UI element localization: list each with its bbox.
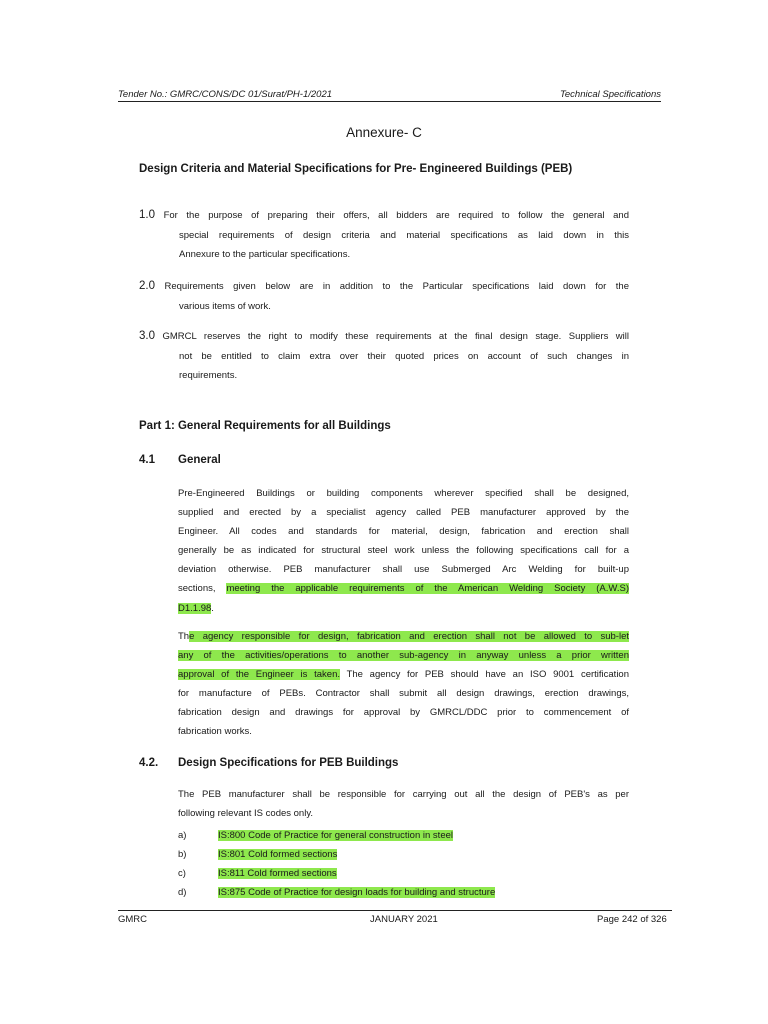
section-heading-4-2	[139, 757, 398, 769]
page-header	[118, 89, 661, 101]
design-spec-paragraph	[178, 785, 629, 823]
intro-text-line: Requirements given below are in addition to the Particular specifications laid down for the	[164, 281, 630, 292]
list-label: d)	[178, 887, 187, 899]
section-title: General	[178, 454, 221, 466]
intro-text-line: requirements.	[179, 370, 238, 381]
paragraph-line: deviation otherwise. PEB manufacturer shall use Submerged Arc Welding for built-up	[178, 564, 629, 576]
list-label: a)	[178, 830, 187, 841]
paragraph-line: fabrication design and drawings for approval by GMRCL/DDC prior to commencement of	[178, 707, 629, 719]
paragraph-text: The agency for PEB should have an ISO 9001 certification	[340, 669, 629, 681]
intro-item-1	[139, 206, 629, 265]
intro-number: 3.0	[139, 330, 155, 342]
paragraph-line: generally be as indicated for structural steel work unless the following specifications call for a	[178, 545, 629, 557]
paragraph-line: fabrication works.	[178, 726, 252, 738]
paragraph-text: .	[211, 602, 214, 614]
list-label: c)	[178, 868, 186, 880]
general-paragraph-1	[178, 484, 629, 618]
intro-text-line: Annexure to the particular specifications.	[179, 249, 351, 260]
intro-text-line: GMRCL reserves the right to modify these requirements at the final design stage. Suppliers will	[162, 331, 629, 342]
annexure-heading: Annexure- C	[346, 125, 422, 140]
highlighted-text: D1.1.98	[178, 602, 212, 614]
paragraph-line: Pre-Engineered Buildings or building components wherever specified shall be designed,	[178, 488, 629, 499]
highlighted-text: approval of the Engineer is taken.	[178, 669, 341, 681]
highlighted-text: e agency responsible for design, fabrication and erection shall not be allowed to sub-let	[189, 631, 629, 642]
paragraph-line: Engineer. All codes and standards for material, design, fabrication and erection shall	[178, 526, 629, 538]
paragraph-text: sections,	[178, 583, 227, 595]
paragraph-line: supplied and erected by a specialist agency called PEB manufacturer approved by the	[178, 507, 629, 519]
list-item	[178, 845, 495, 864]
intro-text-line: special requirements of design criteria and material specifications as laid down in this	[179, 229, 629, 241]
paragraph-line: following relevant IS codes only.	[178, 808, 314, 820]
general-paragraph-2	[178, 627, 629, 742]
intro-number: 2.0	[139, 280, 155, 292]
tender-number: Tender No.: GMRC/CONS/DC 01/Surat/PH-1/2021	[118, 89, 333, 100]
highlighted-text: meeting the applicable requirements of the American Welding Society (A.W.S)	[226, 583, 629, 595]
paragraph-line: The PEB manufacturer shall be responsible for carrying out all the design of PEB's as per	[178, 789, 629, 800]
intro-text-line: not be entitled to claim extra over their quoted prices on account of such changes in	[179, 350, 629, 362]
list-label: b)	[178, 849, 187, 861]
section-heading-4-1	[139, 454, 221, 466]
intro-text-line: various items of work.	[179, 300, 271, 312]
page-number: Page 242 of 326	[597, 914, 667, 925]
footer-date: JANUARY 2021	[370, 914, 438, 925]
intro-item-2	[139, 277, 629, 316]
header-section-name: Technical Specifications	[559, 89, 661, 100]
highlighted-text: IS:801 Cold formed sections	[218, 849, 338, 861]
footer-rule	[118, 910, 672, 911]
section-number: 4.2.	[139, 757, 159, 769]
is-code-list	[178, 826, 495, 902]
section-title: Design Specifications for PEB Buildings	[178, 757, 399, 769]
highlighted-text: IS:800 Code of Practice for general construction in steel	[218, 830, 453, 841]
intro-number: 1.0	[139, 209, 155, 221]
footer-org: GMRC	[118, 914, 148, 925]
header-rule	[118, 101, 661, 102]
highlighted-text: IS:875 Code of Practice for design loads for building and structure	[218, 887, 496, 899]
paragraph-line: for manufacture of PEBs. Contractor shall submit all design drawings, erection drawings,	[178, 688, 629, 700]
section-number: 4.1	[139, 454, 155, 466]
intro-text-line: For the purpose of preparing their offers, all bidders are required to follow the general and	[163, 210, 629, 221]
list-item	[178, 826, 495, 845]
highlighted-text: IS:811 Cold formed sections	[218, 868, 337, 880]
list-item	[178, 883, 495, 902]
list-item	[178, 864, 495, 883]
intro-item-3	[139, 327, 629, 386]
document-title: Design Criteria and Material Specifications for Pre- Engineered Buildings (PEB)	[139, 163, 573, 175]
part-heading: Part 1: General Requirements for all Buildings	[139, 420, 391, 432]
highlighted-text: any of the activities/operations to another sub-agency in anyway unless a prior written	[178, 650, 629, 662]
paragraph-text: Th	[178, 631, 190, 642]
